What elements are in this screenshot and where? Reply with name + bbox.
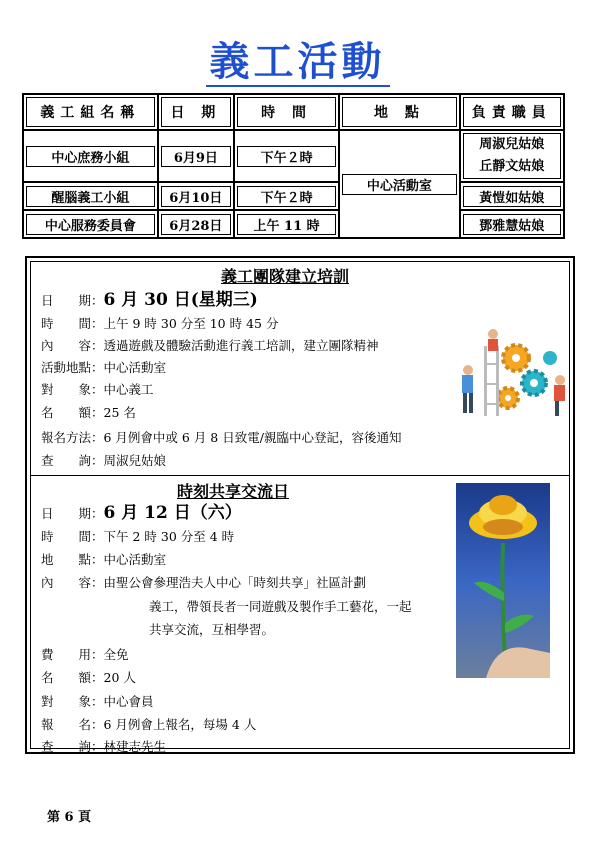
page-number: 第 6 頁: [47, 810, 92, 825]
activity2-fee: 費 用：全免: [41, 647, 129, 662]
activity2-quota: 名 額：20 人: [41, 670, 136, 685]
activity2-target: 對 象：中心會員: [41, 694, 154, 709]
teamwork-gears-illustration: [456, 328, 568, 420]
handmade-flower-photo: [456, 483, 550, 678]
activity2-enroll: 報 名：6 月例會上報名，每場 4 人: [41, 717, 257, 732]
activity1-title: 義工團隊建立培訓: [221, 267, 350, 286]
activity2-date-row: [41, 502, 242, 525]
header-date: 日 期: [161, 97, 231, 127]
activity2-title: 時刻共享交流日: [177, 482, 290, 501]
activity1-quota: 名 額：25 名: [41, 405, 136, 420]
activity1-time: 時 間：上午 9 時 30 分至 10 時 45 分: [41, 316, 279, 331]
header-location: 地 點: [342, 97, 456, 127]
table-row: [23, 182, 564, 210]
activity1-date-label: 日 期：: [41, 293, 104, 308]
date-cell: 6月10日: [161, 186, 231, 207]
schedule-table: [22, 93, 565, 239]
staff-cell: 鄧雅慧姑娘: [463, 214, 562, 235]
activity1-date-value: 6 月 30 日(星期三): [103, 290, 258, 310]
group-cell: 中心服務委員會: [26, 214, 155, 235]
table-row: [23, 210, 564, 238]
date-cell: 6月28日: [161, 214, 231, 235]
group-cell: 醒腦義工小組: [26, 186, 155, 207]
header-staff: 負責職員: [463, 97, 562, 127]
activity2-content-line1: 內 容：由聖公會參理浩夫人中心「時刻共享」社區計劃: [41, 575, 367, 590]
location-cell: 中心活動室: [342, 174, 456, 195]
activity2-date-label: 日 期：: [41, 506, 104, 521]
activity1-enroll: 報名方法：6 月例會中或 6 月 8 日致電/親臨中心登記，容後通知: [41, 430, 402, 445]
section-divider: [31, 475, 569, 476]
date-cell: 6月9日: [161, 146, 231, 167]
activity-box: [25, 256, 575, 754]
activity2-date-value: 6 月 12 日（六）: [103, 503, 242, 523]
activity2-content-line2: 義工，帶領長者一同遊戲及製作手工藝花，一起: [149, 599, 412, 614]
staff-cell: [463, 133, 562, 179]
time-cell: 下午２時: [237, 186, 336, 207]
group-cell: 中心庶務小組: [26, 146, 155, 167]
activity-inner-frame: [30, 261, 570, 754]
activity1-date-row: [41, 289, 258, 312]
staff-name: 丘靜文姑娘: [479, 159, 545, 174]
time-cell: 下午２時: [237, 146, 336, 167]
header-group: 義工組名稱: [26, 97, 155, 127]
activity2-time: 時 間：下午 2 時 30 分至 4 時: [41, 529, 235, 544]
activity2-enquiry: 查 詢：林建志先生: [41, 739, 167, 754]
activity1-content: 內 容：透過遊戲及體驗活動進行義工培訓，建立團隊精神: [41, 338, 379, 353]
table-header-row: [23, 94, 564, 130]
header-time: 時 間: [237, 97, 336, 127]
activity1-target: 對 象：中心義工: [41, 382, 154, 397]
activity1-enquiry: 查 詢：周淑兒姑娘: [41, 453, 167, 468]
time-cell: 上午 11 時: [237, 214, 336, 235]
page-title: 義工活動: [0, 30, 595, 87]
staff-cell: 黃愷如姑娘: [463, 186, 562, 207]
staff-name: 周淑兒姑娘: [479, 137, 545, 152]
table-row: [23, 130, 564, 182]
activity2-venue: 地 點：中心活動室: [41, 552, 167, 567]
activity1-venue: 活動地點：中心活動室: [41, 360, 167, 375]
activity2-content-line3: 共享交流，互相學習。: [149, 622, 275, 637]
